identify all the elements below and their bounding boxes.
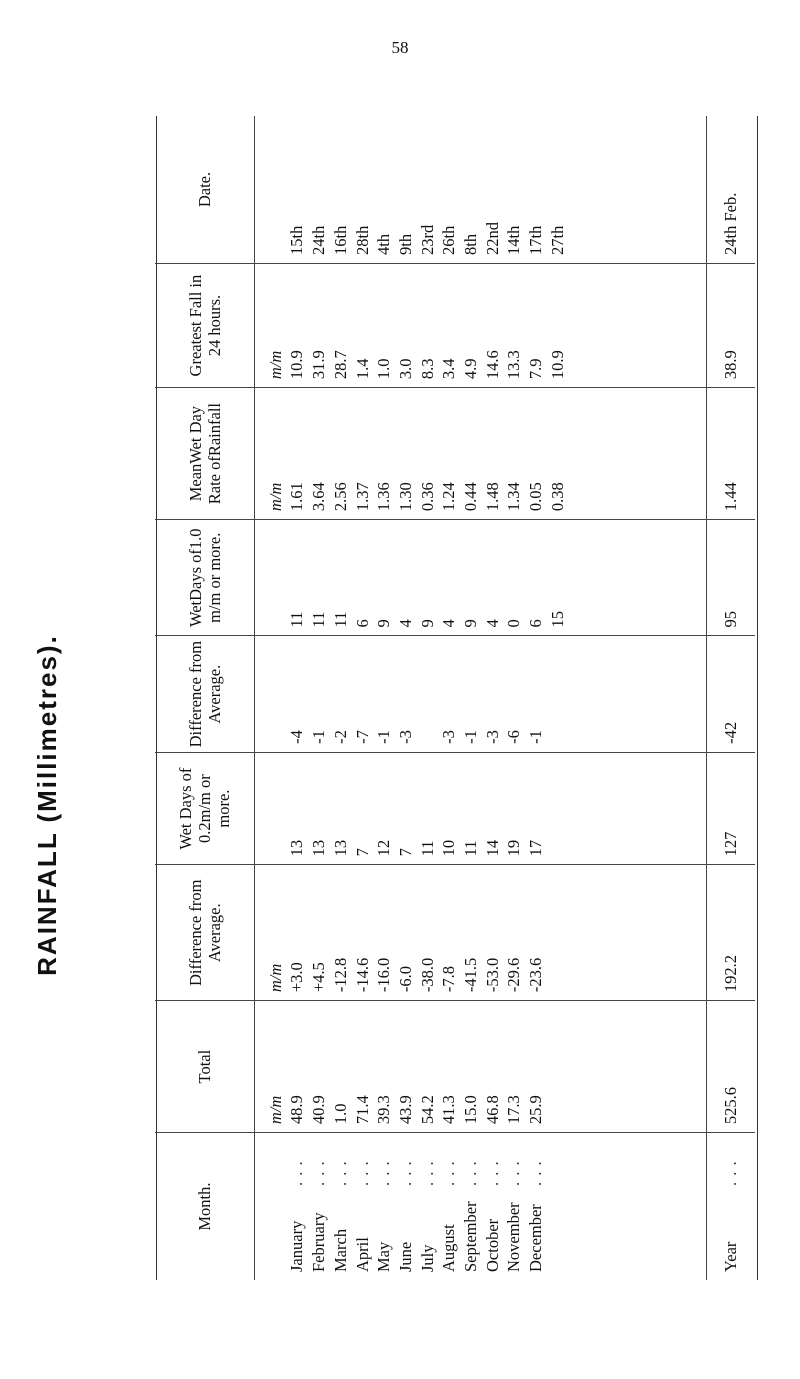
wet-days-02-value: 17 [526, 839, 546, 857]
diff-average-days-value: -2 [330, 730, 350, 744]
greatest-fall-value: 8.3 [417, 358, 437, 380]
wet-days-10-value: 4 [439, 619, 459, 628]
total-column [255, 1001, 707, 1133]
greatest-fall-unit: m/m [266, 350, 286, 380]
date-value: 16th [330, 225, 350, 255]
date-value: 17th [526, 225, 546, 255]
greatest-fall-value: 3.4 [439, 358, 459, 380]
wet-days-10-header: WetDays of1.0 m/m or more. [155, 520, 255, 636]
year-label-cell: Year. . . [707, 1133, 756, 1280]
wet-days-02-value: 10 [439, 839, 459, 857]
year-diff-average-days: -42 [707, 636, 756, 752]
diff-average-value: -41.5 [460, 957, 480, 993]
wet-days-10-value: 0 [504, 619, 524, 628]
greatest-fall-column [255, 264, 707, 388]
total-value: 48.9 [287, 1095, 307, 1125]
greatest-fall-header: Greatest Fall in 24 hours. [155, 264, 255, 388]
wet-days-10-value: 11 [287, 611, 307, 628]
year-wet-days-10: 95 [707, 520, 756, 636]
diff-average-days-column [255, 636, 707, 752]
date-column [255, 116, 707, 264]
date-value: 9th [395, 233, 415, 255]
table-row: November. . . [504, 1160, 524, 1272]
wet-days-02-value: 13 [330, 839, 350, 857]
greatest-fall-value: 4.9 [460, 358, 480, 380]
date-value: 28th [352, 225, 372, 255]
wet-days-02-value: 12 [374, 839, 394, 857]
diff-average-value: -23.6 [526, 957, 546, 993]
total-value: 46.8 [482, 1095, 502, 1125]
wet-days-10-value: 4 [482, 619, 502, 628]
date-header: Date. [155, 116, 255, 264]
year-wet-days-02: 127 [707, 752, 756, 865]
month-list [286, 1133, 546, 1272]
diff-average-days-value: -7 [352, 730, 372, 744]
wet-days-02-value: 14 [482, 839, 502, 857]
diff-average-column [255, 865, 707, 1001]
mean-rate-value: 0.44 [460, 482, 480, 512]
greatest-fall-value: 13.3 [504, 350, 524, 380]
date-value: 8th [460, 233, 480, 255]
greatest-fall-value: 14.6 [482, 350, 502, 380]
diff-average-value: -6.0 [395, 966, 415, 993]
diff-average-value: -7.8 [439, 966, 459, 993]
date-value: 14th [504, 225, 524, 255]
year-total: 525.6 [707, 1001, 756, 1133]
diff-average-unit: m/m [266, 963, 286, 993]
diff-average-days-value: -3 [439, 730, 459, 744]
wet-days-02-value: 7 [395, 848, 415, 857]
diff-average-value: +4.5 [309, 962, 329, 993]
diff-average-value: -16.0 [374, 957, 394, 993]
table-row: May. . . [374, 1160, 394, 1272]
total-value: 25.9 [526, 1095, 546, 1125]
wet-days-02-value: 13 [309, 839, 329, 857]
total-value: 41.3 [439, 1095, 459, 1125]
table-row: March. . . [330, 1160, 350, 1272]
page-title: RAINFALL (Millimetres). [32, 634, 62, 976]
greatest-fall-value: 10.9 [547, 350, 567, 380]
total-value: 39.3 [374, 1095, 394, 1125]
mean-rate-column [255, 388, 707, 520]
wet-days-10-value: 11 [330, 611, 350, 628]
mean-rate-value: 1.34 [504, 482, 524, 512]
table-row: June. . . [395, 1160, 415, 1272]
table-row: July. . . [417, 1160, 437, 1272]
mean-rate-value: 0.05 [526, 482, 546, 512]
total-value: 17.3 [504, 1095, 524, 1125]
wet-days-02-value: 13 [287, 839, 307, 857]
wet-days-02-value: 19 [504, 839, 524, 857]
greatest-fall-value: 1.0 [374, 358, 394, 380]
mean-rate-value: 3.64 [309, 482, 329, 512]
diff-average-days-value: -1 [374, 730, 394, 744]
diff-average-value: -14.6 [352, 957, 372, 993]
wet-days-02-header: Wet Days of 0.2m/m or more. [155, 752, 255, 865]
year-date: 24th Feb. [707, 116, 756, 264]
total-value: 71.4 [352, 1095, 372, 1125]
mean-wet-day-rate-header: MeanWet Day Rate ofRainfall [155, 388, 255, 520]
greatest-fall-value: 3.0 [395, 358, 415, 380]
total-value: 15.0 [460, 1095, 480, 1125]
mean-rate-value: 1.36 [374, 482, 394, 512]
year-mean-rate: 1.44 [707, 388, 756, 520]
date-value: 4th [374, 233, 394, 255]
wet-days-10-value: 6 [352, 619, 372, 628]
mean-rate-value: 1.30 [395, 482, 415, 512]
mean-rate-value: 2.56 [330, 482, 350, 512]
date-value: 23rd [417, 224, 437, 255]
diff-average-days-value: -6 [504, 730, 524, 744]
rainfall-table [155, 116, 755, 1280]
diff-average-days-value [417, 636, 439, 743]
page-number: 58 [391, 38, 409, 57]
wet-days-10-column [255, 520, 707, 636]
table-row: August. . . [439, 1160, 459, 1272]
total-value: 54.2 [417, 1095, 437, 1125]
mean-rate-unit: m/m [266, 482, 286, 512]
mean-rate-value: 1.48 [482, 482, 502, 512]
greatest-fall-value: 7.9 [526, 358, 546, 380]
date-value: 26th [439, 225, 459, 255]
wet-days-02-value: 11 [417, 840, 437, 857]
total-value: 1.0 [330, 1103, 350, 1125]
diff-average-value: -53.0 [482, 957, 502, 993]
mean-rate-value: 1.24 [439, 482, 459, 512]
wet-days-02-column [255, 752, 707, 865]
diff-average-value: +3.0 [287, 962, 307, 993]
wet-days-02-value: 11 [460, 840, 480, 857]
year-label: Year [721, 1241, 740, 1272]
wet-days-10-value: 6 [526, 619, 546, 628]
mean-rate-value: 0.36 [417, 482, 437, 512]
table-row: October. . . [482, 1160, 502, 1272]
wet-days-10-value: 11 [309, 611, 329, 628]
mean-rate-value: 1.61 [287, 482, 307, 512]
total-value: 43.9 [395, 1095, 415, 1125]
table-row: January. . . [287, 1160, 307, 1272]
table-row: December. . . [526, 1160, 546, 1272]
month-header: Month. [155, 1133, 255, 1280]
diff-average-value: -12.8 [330, 957, 350, 993]
rainfall-table-rotated [155, 116, 755, 1280]
wet-days-10-value: 9 [460, 619, 480, 628]
month-column [255, 1133, 707, 1280]
diff-average-header: Difference from Average. [155, 865, 255, 1001]
date-value: 15th [287, 225, 307, 255]
greatest-fall-value: 10.9 [287, 350, 307, 380]
diff-average-days-value: -3 [395, 730, 415, 744]
diff-average-days-value: -1 [309, 730, 329, 744]
greatest-fall-value: 31.9 [309, 350, 329, 380]
table-row: April. . . [352, 1160, 372, 1272]
diff-average-days-value: -4 [287, 730, 307, 744]
year-greatest-fall: 38.9 [707, 264, 756, 388]
year-diff-average: 192.2 [707, 865, 756, 1001]
diff-average-value: -29.6 [504, 957, 524, 993]
wet-days-10-value: 4 [395, 619, 415, 628]
diff-average-days-value: -1 [526, 730, 546, 744]
year-row [707, 116, 756, 1280]
wet-days-10-value: 9 [374, 619, 394, 628]
mean-rate-value: 0.38 [547, 482, 567, 512]
date-value: 24th [309, 225, 329, 255]
date-value: 22nd [482, 222, 502, 255]
wet-days-10-value: 9 [417, 619, 437, 628]
mean-rate-value: 1.37 [352, 482, 372, 512]
diff-average-days-header: Difference from Average. [155, 636, 255, 752]
date-value: 27th [547, 225, 567, 255]
total-header: Total [155, 1001, 255, 1133]
total-unit: m/m [266, 1095, 286, 1125]
diff-average-value: -38.0 [417, 957, 437, 993]
total-value: 40.9 [309, 1095, 329, 1125]
greatest-fall-value: 28.7 [330, 350, 350, 380]
greatest-fall-value: 1.4 [352, 358, 372, 380]
wet-days-10-value: 15 [547, 610, 567, 628]
table-row: February. . . [309, 1160, 329, 1272]
diff-average-days-value: -3 [482, 730, 502, 744]
wet-days-02-value: 7 [352, 848, 372, 857]
diff-average-days-value: -1 [460, 730, 480, 744]
table-row: September. . . [460, 1160, 480, 1272]
